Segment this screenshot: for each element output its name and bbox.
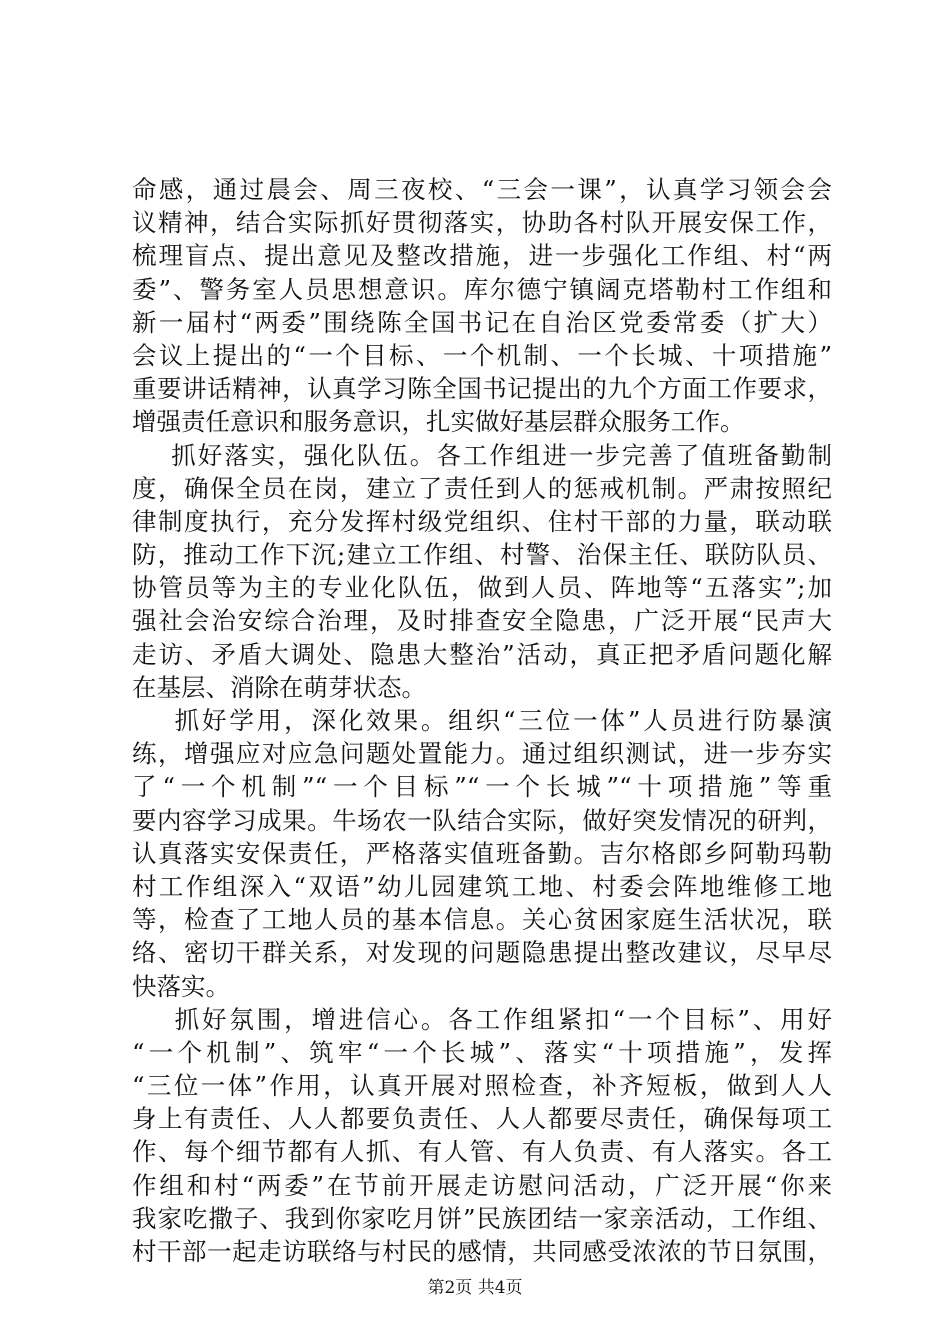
text-line: 度，确保全员在岗，建立了责任到人的惩戒机制。严肃按照纪 bbox=[132, 473, 832, 503]
text-line: 快落实。 bbox=[132, 971, 230, 1001]
text-line: 新一届村“两委”围绕陈全国书记在自治区党委常委（扩大） bbox=[132, 307, 832, 337]
document-body bbox=[132, 173, 832, 1268]
text-line: 络、密切干群关系，对发现的问题隐患提出整改建议，尽早尽 bbox=[132, 938, 832, 968]
text-line: 认真落实安保责任，严格落实值班备勤。吉尔格郎乡阿勒玛勒 bbox=[132, 838, 832, 868]
page-footer: 第2页 共4页 bbox=[427, 1278, 523, 1298]
text-line: 在基层、消除在萌芽状态。 bbox=[132, 672, 426, 702]
text-line: 命感，通过晨会、周三夜校、“三会一课”，认真学习领会会 bbox=[132, 175, 832, 204]
text-line: 身上有责任、人人都要负责任、人人都要尽责任，确保每项工 bbox=[132, 1104, 832, 1134]
text-line: “三位一体”作用，认真开展对照检查，补齐短板，做到人人 bbox=[132, 1071, 832, 1101]
text-line: 会议上提出的“一个目标、一个机制、一个长城、十项措施” bbox=[132, 340, 832, 370]
text-line: 梳理盲点、提出意见及整改措施，进一步强化工作组、村“两 bbox=[132, 241, 832, 271]
text-line: 防，推动工作下沉;建立工作组、村警、治保主任、联防队员、 bbox=[132, 540, 832, 570]
text-line: 议精神，结合实际抓好贯彻落实，协助各村队开展安保工作， bbox=[132, 208, 832, 238]
text-line: 抓好落实，强化队伍。各工作组进一步完善了值班备勤制 bbox=[132, 440, 832, 470]
text-line: 走访、矛盾大调处、隐患大整治”活动，真正把矛盾问题化解 bbox=[132, 639, 832, 669]
text-line: 强社会治安综合治理，及时排查安全隐患，广泛开展“民声大 bbox=[132, 606, 832, 636]
text-line: “一个机制”、筑牢“一个长城”、落实“十项措施”，发挥 bbox=[132, 1037, 832, 1067]
text-line: 律制度执行，充分发挥村级党组织、住村干部的力量，联动联 bbox=[132, 506, 832, 536]
text-line: 要内容学习成果。牛场农一队结合实际，做好突发情况的研判， bbox=[132, 805, 832, 835]
text-line: 村干部一起走访联络与村民的感情，共同感受浓浓的节日氛围， bbox=[132, 1237, 832, 1266]
text-line: 村工作组深入“双语”幼儿园建筑工地、村委会阵地维修工地 bbox=[132, 871, 832, 901]
text-line: 练，增强应对应急问题处置能力。通过组织测试，进一步夯实 bbox=[132, 739, 832, 769]
text-line: 了“一个机制”“一个目标”“一个长城”“十项措施”等重 bbox=[132, 772, 832, 802]
text-line: 作、每个细节都有人抓、有人管、有人负责、有人落实。各工 bbox=[132, 1137, 832, 1167]
text-line: 增强责任意识和服务意识，扎实做好基层群众服务工作。 bbox=[132, 407, 745, 437]
text-line: 委”、警务室人员思想意识。库尔德宁镇阔克塔勒村工作组和 bbox=[132, 274, 832, 304]
text-line: 重要讲话精神，认真学习陈全国书记提出的九个方面工作要求， bbox=[132, 374, 832, 404]
text-line: 抓好学用，深化效果。组织“三位一体”人员进行防暴演 bbox=[132, 706, 832, 735]
text-line: 协管员等为主的专业化队伍，做到人员、阵地等“五落实”;加 bbox=[132, 573, 832, 603]
text-line: 我家吃撒子、我到你家吃月饼”民族团结一家亲活动，工作组、 bbox=[132, 1203, 832, 1233]
text-line: 抓好氛围，增进信心。各工作组紧扣“一个目标”、用好 bbox=[132, 1004, 832, 1034]
text-line: 作组和村“两委”在节前开展走访慰问活动，广泛开展“你来 bbox=[132, 1170, 832, 1200]
text-line: 等，检查了工地人员的基本信息。关心贫困家庭生活状况，联 bbox=[132, 905, 832, 935]
